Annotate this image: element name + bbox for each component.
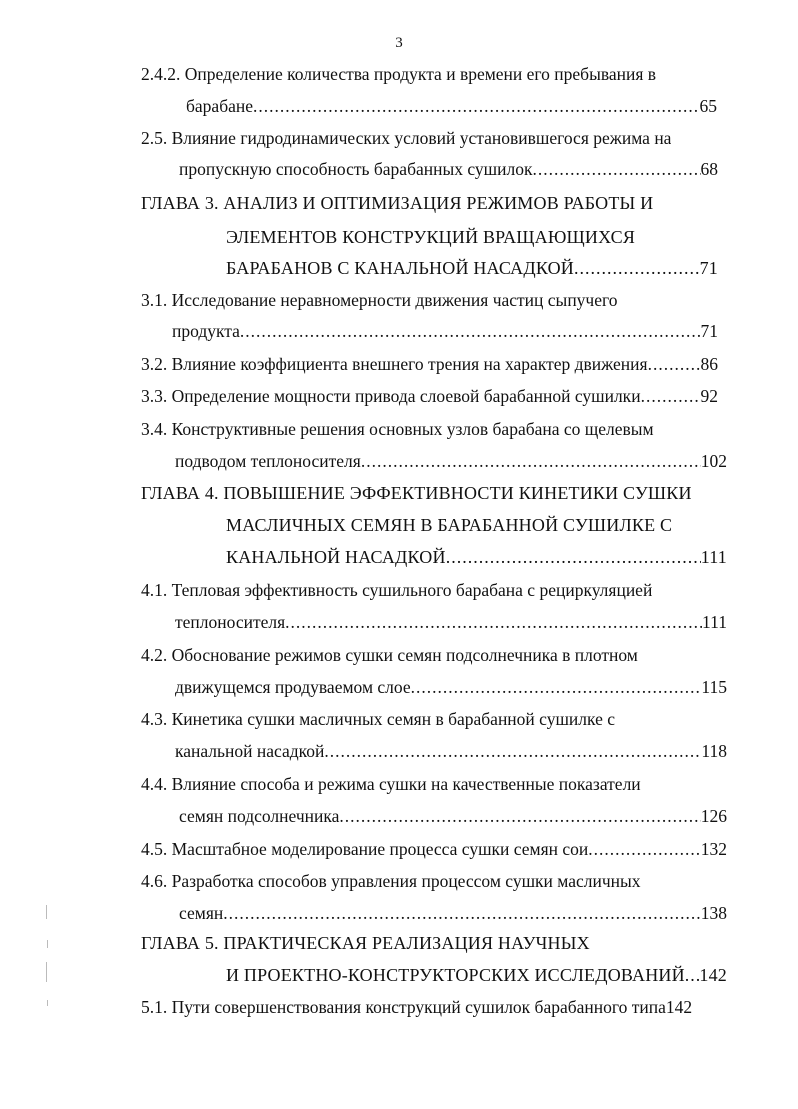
toc-entry-text: 3.4. Конструктивные решения основных узлов барабана со щелевым	[141, 419, 654, 439]
toc-entry-text: 4.2. Обоснование режимов сушки семян подсолнечника в плотном	[141, 645, 638, 665]
chapter-heading: МАСЛИЧНЫХ СЕМЯН В БАРАБАННОЙ СУШИЛКЕ С	[226, 515, 673, 535]
toc-entry-title: теплоносителя	[175, 612, 286, 632]
leader-dots	[339, 805, 700, 827]
toc-entry-title: семян подсолнечника	[179, 806, 340, 826]
chapter-heading: ЭЛЕМЕНТОВ КОНСТРУКЦИЙ ВРАЩАЮЩИХСЯ	[226, 227, 636, 247]
leader-dots	[532, 158, 700, 180]
toc-page-ref: 132	[700, 839, 727, 859]
toc-entry-title: 3.3. Определение мощности привода слоевой барабанной сушилки	[141, 386, 641, 406]
scan-speck	[46, 962, 47, 982]
toc-entry-leader	[179, 902, 727, 924]
leader-dots	[324, 740, 701, 762]
toc-entry-title: семян	[179, 903, 224, 923]
scan-speck	[47, 940, 48, 948]
toc-entry-leader	[226, 257, 718, 279]
chapter-heading-last: И ПРОЕКТНО-КОНСТРУКТОРСКИХ ИССЛЕДОВАНИЙ	[226, 965, 685, 985]
leader-dots	[285, 611, 702, 633]
toc-page-ref: 65	[699, 96, 717, 116]
toc-entry-title: пропускную способность барабанных сушилок	[179, 159, 533, 179]
leader-dots	[240, 320, 701, 342]
leader-dots	[253, 95, 700, 117]
toc-entry-title: барабане	[186, 96, 253, 116]
toc-entry-leader	[175, 450, 727, 472]
toc-entry-title: 4.5. Масштабное моделирование процесса сушки семян сои	[141, 839, 589, 859]
toc-page-ref: 71	[699, 258, 718, 278]
toc-page-ref: 118	[701, 741, 727, 761]
toc-entry-leader	[141, 353, 718, 375]
toc-entry-leader	[179, 805, 727, 827]
toc-entry-leader	[175, 676, 727, 698]
toc-page-ref: 126	[700, 806, 727, 826]
toc-entry-text: 4.1. Тепловая эффективность сушильного барабана с рециркуляцией	[141, 580, 653, 600]
chapter-heading-last: БАРАБАНОВ С КАНАЛЬНОЙ НАСАДКОЙ	[226, 258, 574, 278]
chapter-heading: ГЛАВА 3. АНАЛИЗ И ОПТИМИЗАЦИЯ РЕЖИМОВ РАБОТЫ И	[141, 193, 654, 213]
toc-entry-text: 4.4. Влияние способа и режима сушки на качественные показатели	[141, 774, 641, 794]
leader-dots	[223, 902, 701, 924]
leader-dots	[411, 676, 702, 698]
toc-page-ref: 68	[700, 159, 718, 179]
toc-entry-title: 3.2. Влияние коэффициента внешнего трения на характер движения	[141, 354, 648, 374]
toc-page-ref: 142	[665, 997, 693, 1017]
toc-entry-title: движущемся продуваемом слое	[175, 677, 411, 697]
toc-entry-text: 2.4.2. Определение количества продукта и времени его пребывания в	[141, 64, 657, 84]
chapter-heading: ГЛАВА 5. ПРАКТИЧЕСКАЯ РЕАЛИЗАЦИЯ НАУЧНЫХ	[141, 933, 590, 953]
toc-page-ref: 111	[700, 547, 727, 567]
page-number: 3	[395, 35, 403, 51]
toc-entry-leader	[186, 95, 717, 117]
toc-page-ref: 71	[700, 321, 718, 341]
scan-speck	[47, 1000, 48, 1006]
toc-page-ref: 115	[701, 677, 727, 697]
toc-entry-text: 2.5. Влияние гидродинамических условий установившегося режима на	[141, 128, 672, 148]
leader-dots	[648, 353, 701, 375]
toc-page-ref: 92	[700, 386, 718, 406]
leader-dots	[588, 838, 700, 860]
scan-speck	[46, 905, 47, 919]
toc-page-ref: 86	[700, 354, 718, 374]
toc-entry-leader	[175, 611, 727, 633]
toc-entry-text: 4.6. Разработка способов управления процессом сушки масличных	[141, 871, 641, 891]
toc-entry-title: подводом теплоносителя	[175, 451, 361, 471]
toc-entry-title: канальной насадкой	[175, 741, 325, 761]
leader-dots	[446, 546, 701, 568]
chapter-heading-last: КАНАЛЬНОЙ НАСАДКОЙ	[226, 547, 446, 567]
toc-page-ref: 138	[700, 903, 727, 923]
toc-entry-leader	[141, 996, 727, 1018]
leader-dots	[641, 385, 701, 407]
toc-entry-title: 5.1. Пути совершенствования конструкций сушилок барабанного типа	[141, 997, 666, 1017]
toc-entry-text: 4.3. Кинетика сушки масличных семян в барабанной сушилке с	[141, 709, 615, 729]
toc-entry-leader	[226, 546, 727, 568]
toc-page-ref: 111	[702, 612, 727, 632]
toc-entry-leader	[141, 385, 718, 407]
toc-entry-title: продукта	[172, 321, 240, 341]
toc-entry-leader	[141, 838, 727, 860]
toc-entry-text: 3.1. Исследование неравномерности движения частиц сыпучего	[141, 290, 618, 310]
toc-entry-leader	[175, 740, 727, 762]
leader-dots	[361, 450, 701, 472]
toc-page-ref: 142	[699, 965, 727, 985]
toc-page-ref: 102	[700, 451, 727, 471]
chapter-heading: ГЛАВА 4. ПОВЫШЕНИЕ ЭФФЕКТИВНОСТИ КИНЕТИКИ СУШКИ	[141, 483, 692, 503]
toc-entry-leader	[172, 320, 718, 342]
leader-dots	[685, 964, 700, 986]
leader-dots	[574, 257, 700, 279]
toc-entry-leader	[226, 964, 727, 986]
toc-entry-leader	[179, 158, 718, 180]
